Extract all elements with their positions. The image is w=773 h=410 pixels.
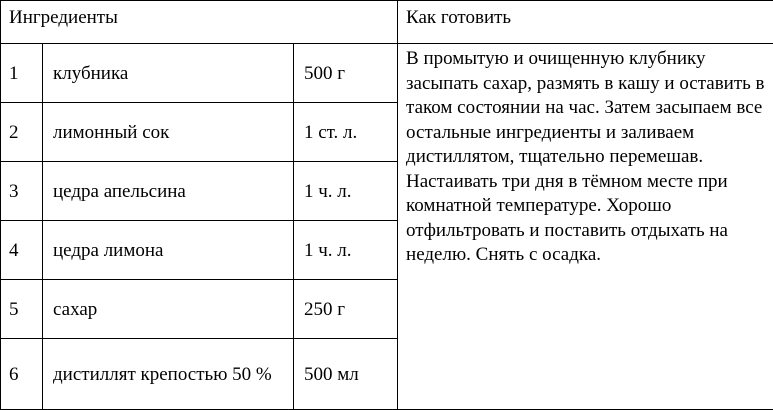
- ingredient-quantity: 500 мл: [294, 339, 398, 410]
- row-number: 3: [1, 162, 43, 221]
- ingredient-quantity: 500 г: [294, 44, 398, 103]
- row-number: 2: [1, 103, 43, 162]
- ingredient-name: дистиллят крепостью 50 %: [43, 339, 294, 410]
- ingredient-name: сахар: [43, 280, 294, 339]
- row-number: 6: [1, 339, 43, 410]
- how-to-cook-header: Как готовить: [398, 1, 773, 44]
- instructions-text: В промытую и очищенную клубнику засыпать сахар, размять в кашу и оставить в таком состоянии на час. Затем засыпаем все остальные ингредиенты и заливаем дистиллятом, тщательно перемешав. Настаивать три дня в тёмном месте при комнатной температуре. Хорошо отфильтровать и поставить отдыхать на неделю. Снять с осадка.: [398, 44, 773, 410]
- ingredient-name: цедра лимона: [43, 221, 294, 280]
- ingredient-name: лимонный сок: [43, 103, 294, 162]
- ingredient-quantity: 250 г: [294, 280, 398, 339]
- ingredients-header: Ингредиенты: [1, 1, 398, 44]
- ingredient-name: цедра апельсина: [43, 162, 294, 221]
- row-number: 5: [1, 280, 43, 339]
- ingredient-quantity: 1 ч. л.: [294, 162, 398, 221]
- ingredient-quantity: 1 ст. л.: [294, 103, 398, 162]
- ingredient-quantity: 1 ч. л.: [294, 221, 398, 280]
- row-number: 1: [1, 44, 43, 103]
- ingredient-name: клубника: [43, 44, 294, 103]
- row-number: 4: [1, 221, 43, 280]
- table-row: [1, 44, 773, 103]
- table-header-row: [1, 1, 773, 44]
